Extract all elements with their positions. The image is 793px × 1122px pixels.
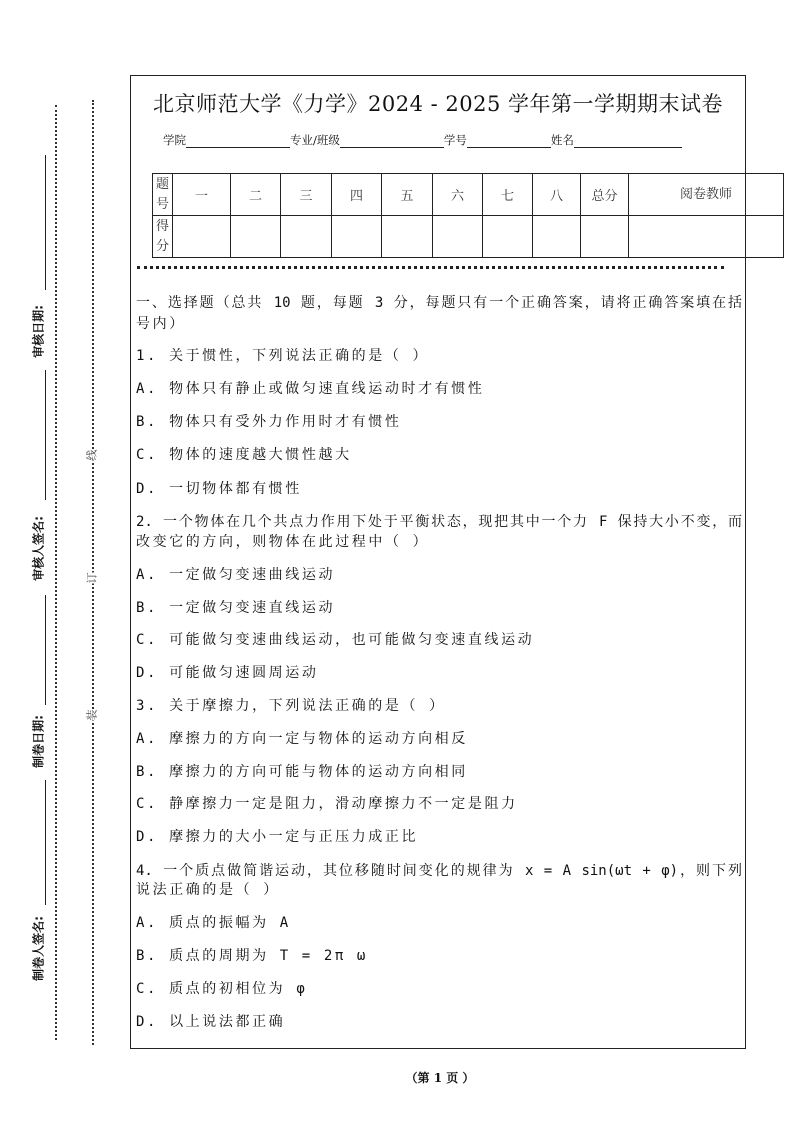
- header-cell: 五: [382, 174, 433, 216]
- college-label: 学院: [163, 133, 186, 147]
- question-4-stem: 4. 一个质点做简谐运动，其位移随时间变化的规律为 x = A sin(ωt + φ)，则下列: [136, 863, 742, 879]
- header-cell-total: 总分: [581, 174, 629, 216]
- question-1-option-d: D. 一切物体都有惯性: [136, 481, 302, 497]
- header-cell: 六: [433, 174, 483, 216]
- score-cell[interactable]: [533, 216, 581, 258]
- signature-line: [45, 780, 46, 905]
- prepare-date-label: 制卷日期:: [31, 715, 46, 768]
- reviewer-signature-label: 审核人签名:: [31, 516, 46, 581]
- score-cell[interactable]: [483, 216, 533, 258]
- score-cell[interactable]: [281, 216, 332, 258]
- header-cell-question-no: 题号: [153, 174, 173, 216]
- major-class-input[interactable]: [340, 133, 444, 148]
- score-cell[interactable]: [231, 216, 281, 258]
- page-number: （第 1 页 ）: [405, 1071, 475, 1085]
- score-cell[interactable]: [629, 216, 784, 258]
- question-1-option-b: B. 物体只有受外力作用时才有惯性: [136, 414, 402, 430]
- header-cell: 七: [483, 174, 533, 216]
- question-1-stem: 1. 关于惯性，下列说法正确的是（ ）: [136, 348, 430, 364]
- signature-line: [45, 595, 46, 705]
- question-4-option-c: C. 质点的初相位为 φ: [136, 981, 308, 997]
- header-cell-grader: 阅卷教师: [629, 174, 784, 216]
- question-1-option-a: A. 物体只有静止或做匀速直线运动时才有惯性: [136, 381, 485, 397]
- question-3-option-d: D. 摩擦力的大小一定与正压力成正比: [136, 829, 419, 845]
- major-class-label: 专业/班级: [290, 133, 340, 147]
- college-input[interactable]: [186, 133, 290, 148]
- student-id-label: 学号: [443, 133, 467, 147]
- score-cell[interactable]: [433, 216, 483, 258]
- question-4-option-d: D. 以上说法都正确: [136, 1014, 286, 1030]
- section-heading-continued: 号内）: [136, 316, 186, 332]
- signature-line: [45, 370, 46, 500]
- question-4-option-b: B. 质点的周期为 T = 2π ω: [136, 948, 368, 964]
- student-info-fields: [163, 132, 682, 148]
- review-date-label: 审核日期:: [31, 305, 46, 358]
- question-3-option-b: B. 摩擦力的方向可能与物体的运动方向相同: [136, 764, 468, 780]
- question-2-option-d: D. 可能做匀速圆周运动: [136, 665, 319, 681]
- question-2-option-c: C. 可能做匀变速曲线运动，也可能做匀变速直线运动: [136, 632, 535, 648]
- score-cell[interactable]: [382, 216, 433, 258]
- header-cell: 四: [332, 174, 382, 216]
- question-3-stem: 3. 关于摩擦力，下列说法正确的是（ ）: [136, 698, 446, 714]
- student-id-input[interactable]: [467, 133, 551, 148]
- header-cell: 八: [533, 174, 581, 216]
- question-4-option-a: A. 质点的振幅为 A: [136, 915, 291, 931]
- separator-dotted-line: [137, 266, 724, 269]
- question-1-option-c: C. 物体的速度越大惯性越大: [136, 447, 352, 463]
- question-4-stem-continued: 说法正确的是（ ）: [136, 882, 280, 898]
- score-cell[interactable]: [173, 216, 231, 258]
- name-label: 姓名: [550, 133, 574, 147]
- binding-mark-ding: 订: [85, 572, 99, 584]
- name-input[interactable]: [574, 133, 682, 148]
- binding-mark-xian: 线: [85, 449, 99, 461]
- score-table-score-row: [153, 216, 784, 258]
- binding-dotted-line-outer: [55, 105, 57, 1040]
- score-cell[interactable]: [581, 216, 629, 258]
- score-table-header-row: [153, 174, 784, 216]
- question-2-option-a: A. 一定做匀变速曲线运动: [136, 567, 336, 583]
- question-2-option-b: B. 一定做匀变速直线运动: [136, 600, 336, 616]
- binding-mark-zhuang: 装: [85, 709, 99, 721]
- question-2-stem: 2. 一个物体在几个共点力作用下处于平衡状态，现把其中一个力 F 保持大小不变，而: [136, 514, 742, 530]
- exam-title: 北京师范大学《力学》2024 - 2025 学年第一学期期末试卷: [152, 92, 723, 116]
- preparer-signature-label: 制卷人签名:: [31, 916, 46, 981]
- signature-line: [45, 155, 46, 290]
- header-cell: 一: [173, 174, 231, 216]
- score-table: [152, 173, 784, 258]
- header-cell: 二: [231, 174, 281, 216]
- question-3-option-a: A. 摩擦力的方向一定与物体的运动方向相反: [136, 731, 468, 747]
- question-2-stem-continued: 改变它的方向，则物体在此过程中（ ）: [136, 534, 430, 550]
- header-cell: 三: [281, 174, 332, 216]
- question-3-option-c: C. 静摩擦力一定是阻力，滑动摩擦力不一定是阻力: [136, 796, 518, 812]
- section-heading: 一、选择题（总共 10 题，每题 3 分，每题只有一个正确答案，请将正确答案填在括: [136, 295, 742, 311]
- score-row-label: 得分: [153, 216, 173, 258]
- score-cell[interactable]: [332, 216, 382, 258]
